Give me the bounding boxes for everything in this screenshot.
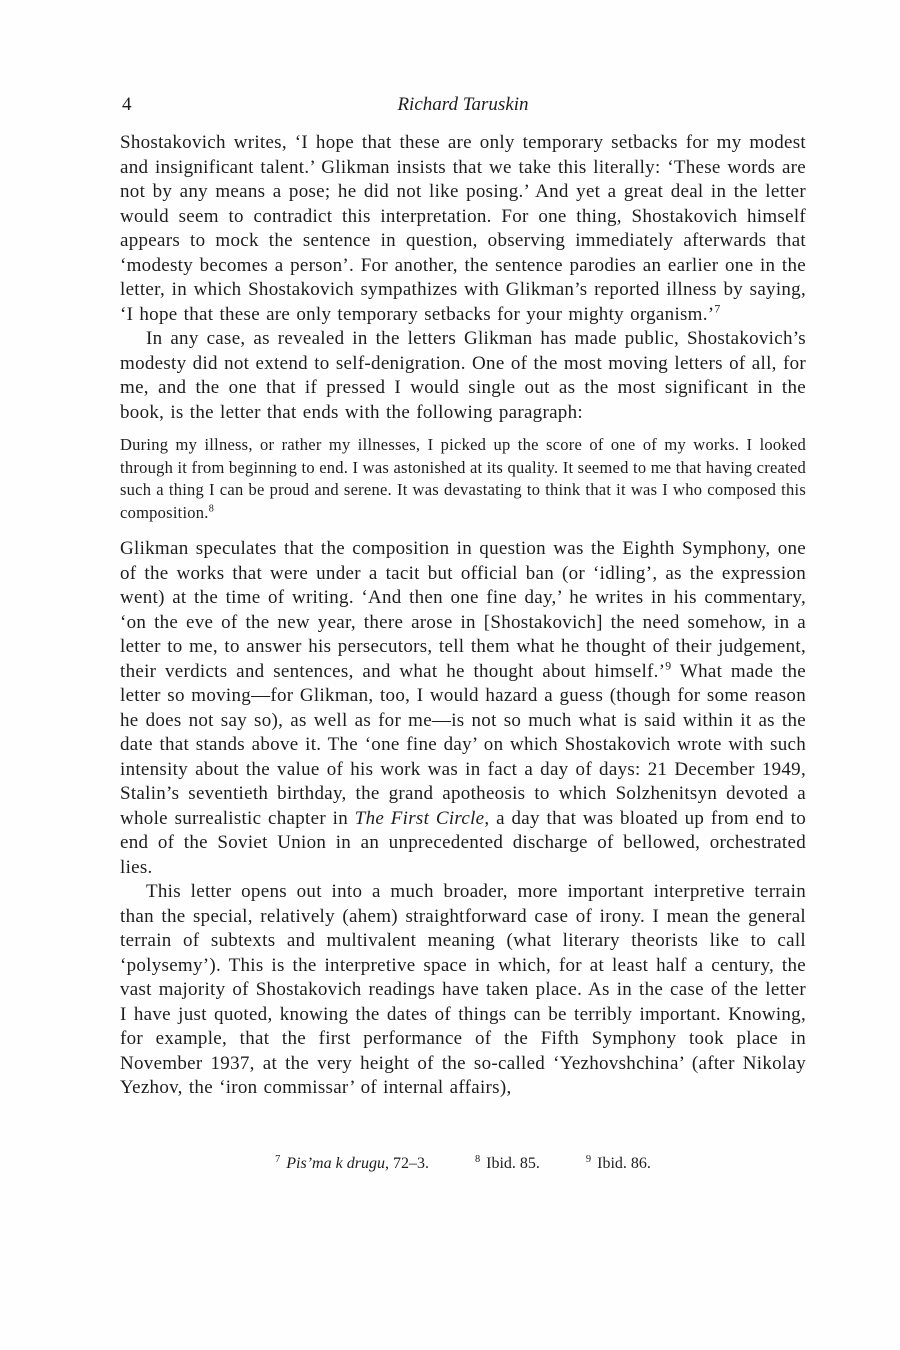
footnote-8 <box>475 1153 540 1175</box>
footnote-8-marker: 8 <box>474 1153 481 1165</box>
block-quote-text: During my illness, or rather my illnesses, I picked up the score of one of my works. I looked through it from beginning to end. I was astonished at its quality. It seemed to me that having created such a thing I can be proud and serene. It was devastating to think that it was I who composed this composition. <box>120 435 806 522</box>
page-number: 4 <box>122 94 132 115</box>
paragraph-3-part2: What made the letter so moving—for Glikman, too, I would hazard a guess (though for some reason he does not say so), as well as for me—is not so much what is said within it as the date that stands above it. The ‘one fine day’ on which Shostakovich wrote with such intensity about the value of his work was in fact a day of days: 21 December 1949, Stalin’s seventieth birthday, the grand apotheosis to which Solzhenitsyn devoted a whole surrealistic chapter in <box>120 660 806 829</box>
paragraph-2 <box>120 327 806 425</box>
block-quote <box>120 434 806 524</box>
footnote-7-text: , 72–3. <box>384 1155 429 1172</box>
footnote-8-text: Ibid. 85. <box>486 1155 540 1172</box>
paragraph-4 <box>120 880 806 1101</box>
paragraph-3-part3: , a day that was bloated up from end to end of the Soviet Union in an unprecedented discharge of bellowed, orchestrated lies. <box>120 807 806 878</box>
running-head-title: Richard Taruskin <box>397 94 529 115</box>
footnote-7 <box>275 1153 429 1175</box>
paragraph-3-part1: Glikman speculates that the composition in question was the Eighth Symphony, one of the works that were under a tacit but official ban (or ‘idling’, as the expression went) at the time of writing. ‘And then one fine day,’ he writes in his commentary, ‘on the eve of the new year, there arose in [Shostakovich] the need somehow, in a letter to me, to answer his persecutors, tell them what he thought of their judgement, their verdicts and sentences, and what he thought about himself.’ <box>120 538 806 682</box>
footnote-ref-8: 8 <box>208 503 215 515</box>
paragraph-2-text: In any case, as revealed in the letters Glikman has made public, Shostakovich’s modesty did not extend to self-denigration. One of the most moving letters of all, for me, and the one that if pressed I would single out as the most significant in the book, is the letter that ends with the following paragraph: <box>120 328 806 423</box>
running-header <box>120 93 806 117</box>
book-title-italic: The First Circle <box>354 807 485 829</box>
footnote-7-source-italic: Pis’ma k drugu <box>286 1155 385 1172</box>
body-text <box>120 131 806 1101</box>
paragraph-4-text: This letter opens out into a much broader, more important interpretive terrain than the special, relatively (ahem) straightforward case of irony. I mean the general terrain of subtexts and multivalent meaning (what literary theorists like to call ‘polysemy’). This is the interpretive space in which, for at least half a century, the vast majority of Shostakovich readings have taken place. As in the case of the letter I have just quoted, knowing the dates of things can be terribly important. Knowing, for example, that the first performance of the Fifth Symphony took place in November 1937, at the very height of the so-called ‘Yezhovshchina’ (after Nikolay Yezhov, the ‘iron commissar’ of internal affairs), <box>120 881 806 1099</box>
footnote-ref-7: 7 <box>714 302 721 316</box>
footnote-9-text: Ibid. 86. <box>597 1155 651 1172</box>
paragraph-1-text: Shostakovich writes, ‘I hope that these are only temporary setbacks for my modest and insignificant talent.’ Glikman insists that we take this literally: ‘These words are not by any means a pose; he did not like posing.’ And yet a great deal in the letter would seem to contradict this interpretation. For one thing, Shostakovich himself appears to mock the sentence in question, observing immediately afterwards that ‘modesty becomes a person’. For another, the sentence parodies an earlier one in the letter, in which Shostakovich sympathizes with Glikman’s reported illness by saying, ‘I hope that these are only temporary setbacks for your mighty organism.’ <box>120 132 806 325</box>
footnotes <box>120 1153 806 1175</box>
paragraph-3 <box>120 537 806 880</box>
footnote-7-marker: 7 <box>275 1153 281 1165</box>
footnote-ref-9: 9 <box>665 659 672 673</box>
paragraph-1 <box>120 131 806 327</box>
footnote-9 <box>586 1153 651 1175</box>
footnote-9-marker: 9 <box>585 1153 592 1165</box>
